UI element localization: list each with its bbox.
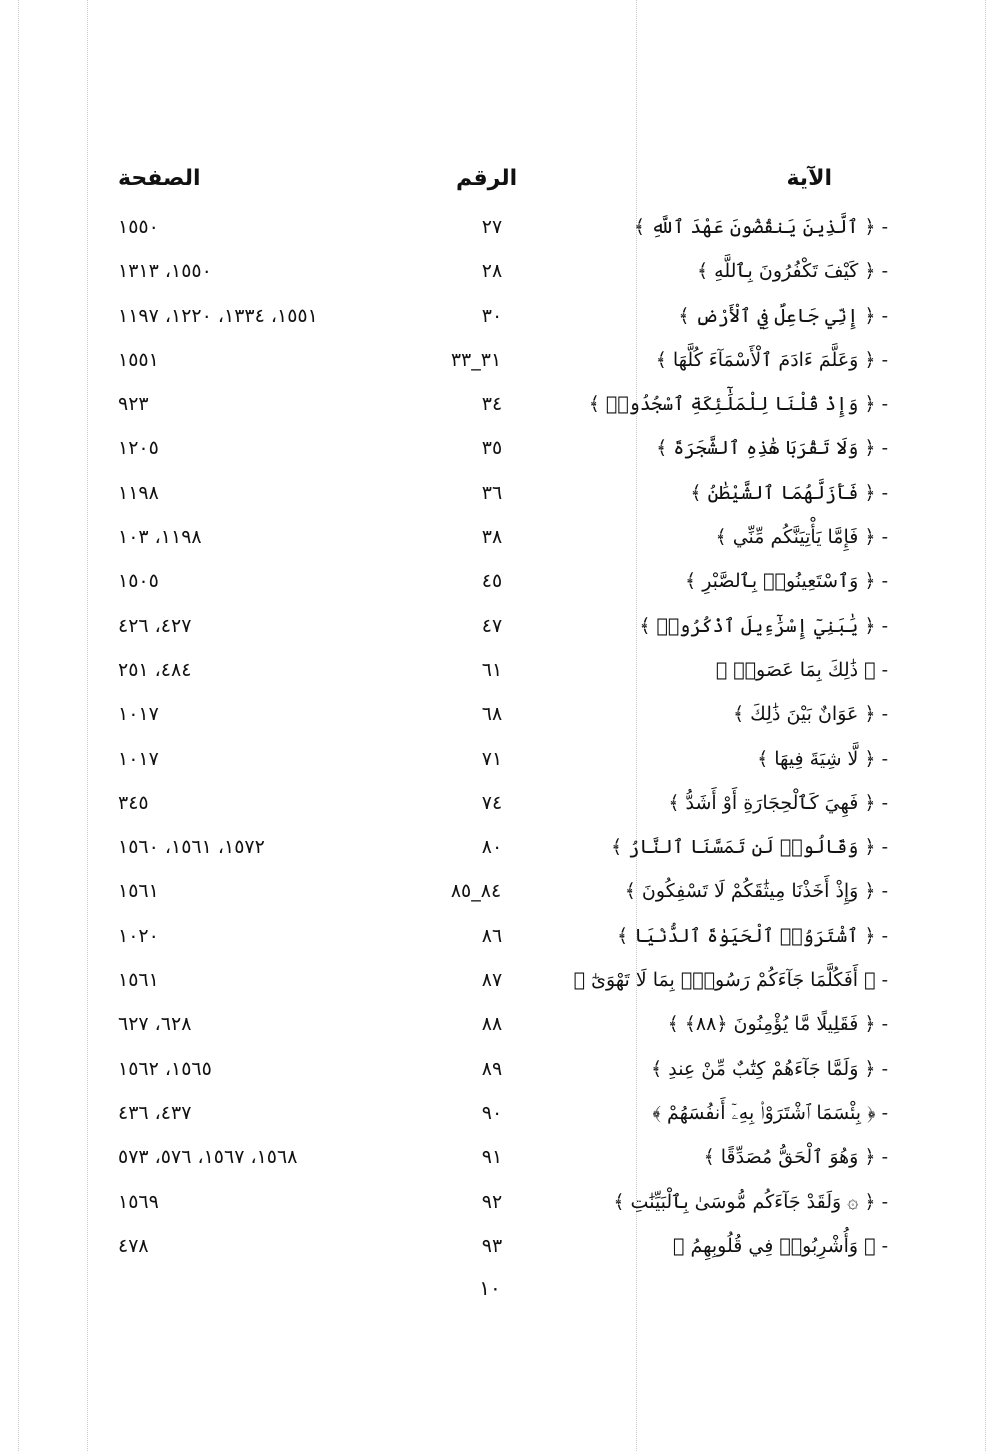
table-row	[0, 345, 1000, 389]
page-references: ١١٩٨، ١٠٣	[118, 526, 202, 549]
table-row	[0, 389, 1000, 433]
verse-number: ٧٤	[481, 791, 503, 814]
index-table	[0, 212, 1000, 1275]
verse-text: - ﴿ وَإِذْ أَخَذْنَا مِيثَٰقَكُمْ لَا تَسْفِكُونَ ﴾	[624, 880, 888, 903]
page-references: ١١٩٨	[118, 481, 159, 504]
table-row	[0, 1187, 1000, 1231]
verse-text: - ﴿ وَٱسْتَعِينُوا۟ بِٱلصَّبْرِ ﴾	[685, 570, 888, 593]
header-aya: الآية	[786, 166, 832, 191]
table-row	[0, 699, 1000, 743]
verse-number: ٩١	[481, 1146, 503, 1169]
page-references: ١٥٥٠، ١٣١٣	[118, 260, 212, 283]
verse-number: ٣٥	[481, 437, 503, 460]
verse-number: ٤٥	[481, 570, 503, 593]
table-row	[0, 611, 1000, 655]
verse-text: - ﴿ بِئْسَمَا ٱشْتَرَوْا۟ بِهِۦٓ أَنفُسَهُمْ ﴾	[652, 1101, 888, 1124]
verse-text: - ﴿ أَفَكُلَّمَا جَآءَكُمْ رَسُولٌۢ بِمَا لَا تَهْوَىٰٓ ﴾	[573, 969, 888, 992]
page-references: ١٥٧٢، ١٥٦١، ١٥٦٠	[118, 836, 265, 859]
verse-number: ٧١	[481, 747, 503, 770]
verse-text: - ﴿ فَإِمَّا يَأْتِيَنَّكُم مِّنِّي ﴾	[715, 526, 888, 549]
table-row	[0, 1098, 1000, 1142]
verse-text: - ﴿ وَقَالُوا۟ لَن تَمَسَّنَا ٱلنَّارُ ﴾	[611, 836, 888, 859]
table-row	[0, 566, 1000, 610]
verse-number: ٣١_٣٣	[450, 348, 502, 371]
header-page: الصفحة	[118, 166, 201, 191]
page-references: ٤٢٧، ٤٢٦	[118, 614, 192, 637]
table-row	[0, 1231, 1000, 1275]
verse-number: ٣٨	[481, 526, 503, 549]
verse-number: ٩٣	[481, 1234, 503, 1257]
page-references: ١٥٦٩	[118, 1190, 159, 1213]
verse-number: ٣٤	[481, 393, 503, 416]
page-references: ١٥٦٥، ١٥٦٢	[118, 1057, 212, 1080]
verse-text: - ﴿ كَيْفَ تَكْفُرُونَ بِٱللَّهِ ﴾	[696, 260, 888, 283]
verse-text: - ﴿ وَهُوَ ٱلْحَقُّ مُصَدِّقًا ﴾	[703, 1146, 888, 1169]
table-header	[0, 166, 1000, 200]
verse-text: - ﴿ ذَٰلِكَ بِمَا عَصَوا۟ ﴾	[715, 658, 888, 681]
table-row	[0, 744, 1000, 788]
verse-number: ٢٨	[481, 260, 503, 283]
verse-text: - ﴿ وَلَا تَقْرَبَا هَٰذِهِ ٱلشَّجَرَةَ ﴾	[656, 437, 888, 460]
header-number: الرقم	[456, 166, 518, 191]
page-references: ١٥٦٨، ١٥٦٧، ٥٧٦، ٥٧٣	[118, 1146, 298, 1169]
verse-text: - ﴿ فَأَزَلَّهُمَا ٱلشَّيْطَٰنُ ﴾	[690, 481, 888, 504]
page-references: ١٢٠٥	[118, 437, 159, 460]
verse-number: ٩٠	[481, 1101, 503, 1124]
table-row	[0, 301, 1000, 345]
verse-text: - ﴿ فَقَلِيلًا مَّا يُؤْمِنُونَ ﴿٨٨﴾ ﴾	[667, 1013, 888, 1036]
table-row	[0, 788, 1000, 832]
verse-text: - ﴿ ۞ وَلَقَدْ جَآءَكُم مُّوسَىٰ بِٱلْبَيِّنَٰتِ ﴾	[613, 1190, 888, 1213]
verse-text: - ﴿ ٱشْتَرَوُا۟ ٱلْحَيَوٰةَ ٱلدُّنْيَا ﴾	[617, 924, 888, 947]
page-references: ٦٢٨، ٦٢٧	[118, 1013, 192, 1036]
verse-number: ٣٠	[481, 304, 503, 327]
table-row	[0, 212, 1000, 256]
verse-number: ٨٨	[481, 1013, 503, 1036]
page-references: ٤٨٤، ٢٥١	[118, 658, 192, 681]
page-references: ١٠٢٠	[118, 924, 159, 947]
table-row	[0, 655, 1000, 699]
verse-text: - ﴿ وَأُشْرِبُوا۟ فِي قُلُوبِهِمُ ﴾	[673, 1234, 888, 1257]
table-row	[0, 965, 1000, 1009]
verse-text: - ﴿ وَعَلَّمَ ءَادَمَ ٱلْأَسْمَآءَ كُلَّهَا ﴾	[655, 348, 888, 371]
table-row	[0, 921, 1000, 965]
page-references: ٩٢٣	[118, 393, 149, 416]
table-row	[0, 478, 1000, 522]
table-row	[0, 876, 1000, 920]
verse-number: ٨٧	[481, 969, 503, 992]
table-row	[0, 1054, 1000, 1098]
page-references: ٤٧٨	[118, 1234, 149, 1257]
page-references: ١٥٥٠	[118, 216, 159, 238]
verse-text: - ﴿ ٱلَّذِينَ يَنقُضُونَ عَهْدَ ٱللَّهِ ﴾	[633, 216, 888, 238]
verse-text: - ﴿ لَّا شِيَةَ فِيهَا ﴾	[757, 747, 888, 770]
table-row	[0, 1009, 1000, 1053]
page-references: ١٠١٧	[118, 703, 159, 726]
page-references: ٤٣٧، ٤٣٦	[118, 1101, 192, 1124]
table-row	[0, 433, 1000, 477]
table-row	[0, 256, 1000, 300]
verse-text: - ﴿ عَوَانٌ بَيْنَ ذَٰلِكَ ﴾	[732, 703, 888, 726]
page-references: ١٠١٧	[118, 747, 159, 770]
table-row	[0, 1142, 1000, 1186]
verse-number: ٣٦	[481, 481, 503, 504]
verse-text: - ﴿ يَٰبَنِيٓ إِسْرَٰٓءِيلَ ٱذْكُرُوا۟ ﴾	[639, 614, 888, 637]
verse-number: ٨٠	[481, 836, 503, 859]
verse-text: - ﴿ فَهِيَ كَٱلْحِجَارَةِ أَوْ أَشَدُّ ﴾	[668, 791, 888, 814]
table-row	[0, 832, 1000, 876]
verse-number: ٢٧	[481, 216, 503, 238]
page-references: ١٥٠٥	[118, 570, 159, 593]
page-references: ١٥٥١	[118, 348, 159, 371]
verse-text: - ﴿ وَلَمَّا جَآءَهُمْ كِتَٰبٌ مِّنْ عِندِ ﴾	[651, 1057, 888, 1080]
table-row	[0, 522, 1000, 566]
verse-number: ٦٨	[481, 703, 503, 726]
page-references: ١٥٦١	[118, 969, 159, 992]
page-references: ١٥٥١، ١٣٣٤، ١٢٢٠، ١١٩٧	[118, 304, 318, 327]
verse-number: ٤٧	[481, 614, 503, 637]
verse-text: - ﴿ وَإِذْ قُلْنَا لِلْمَلَٰٓئِكَةِ ٱسْجُدُوا۟ ﴾	[588, 393, 888, 416]
page-references: ١٥٦١	[118, 880, 159, 903]
verse-number: ٨٦	[481, 924, 503, 947]
verse-text: - ﴿ إِنِّي جَاعِلٌ فِي ٱلْأَرْضِ ﴾	[678, 304, 888, 327]
page-references: ٣٤٥	[118, 791, 149, 814]
verse-number: ٩٢	[481, 1190, 503, 1213]
page-number: ١٠	[479, 1276, 501, 1300]
verse-number: ٨٩	[481, 1057, 503, 1080]
verse-number: ٨٤_٨٥	[450, 880, 502, 903]
verse-number: ٦١	[481, 658, 503, 681]
